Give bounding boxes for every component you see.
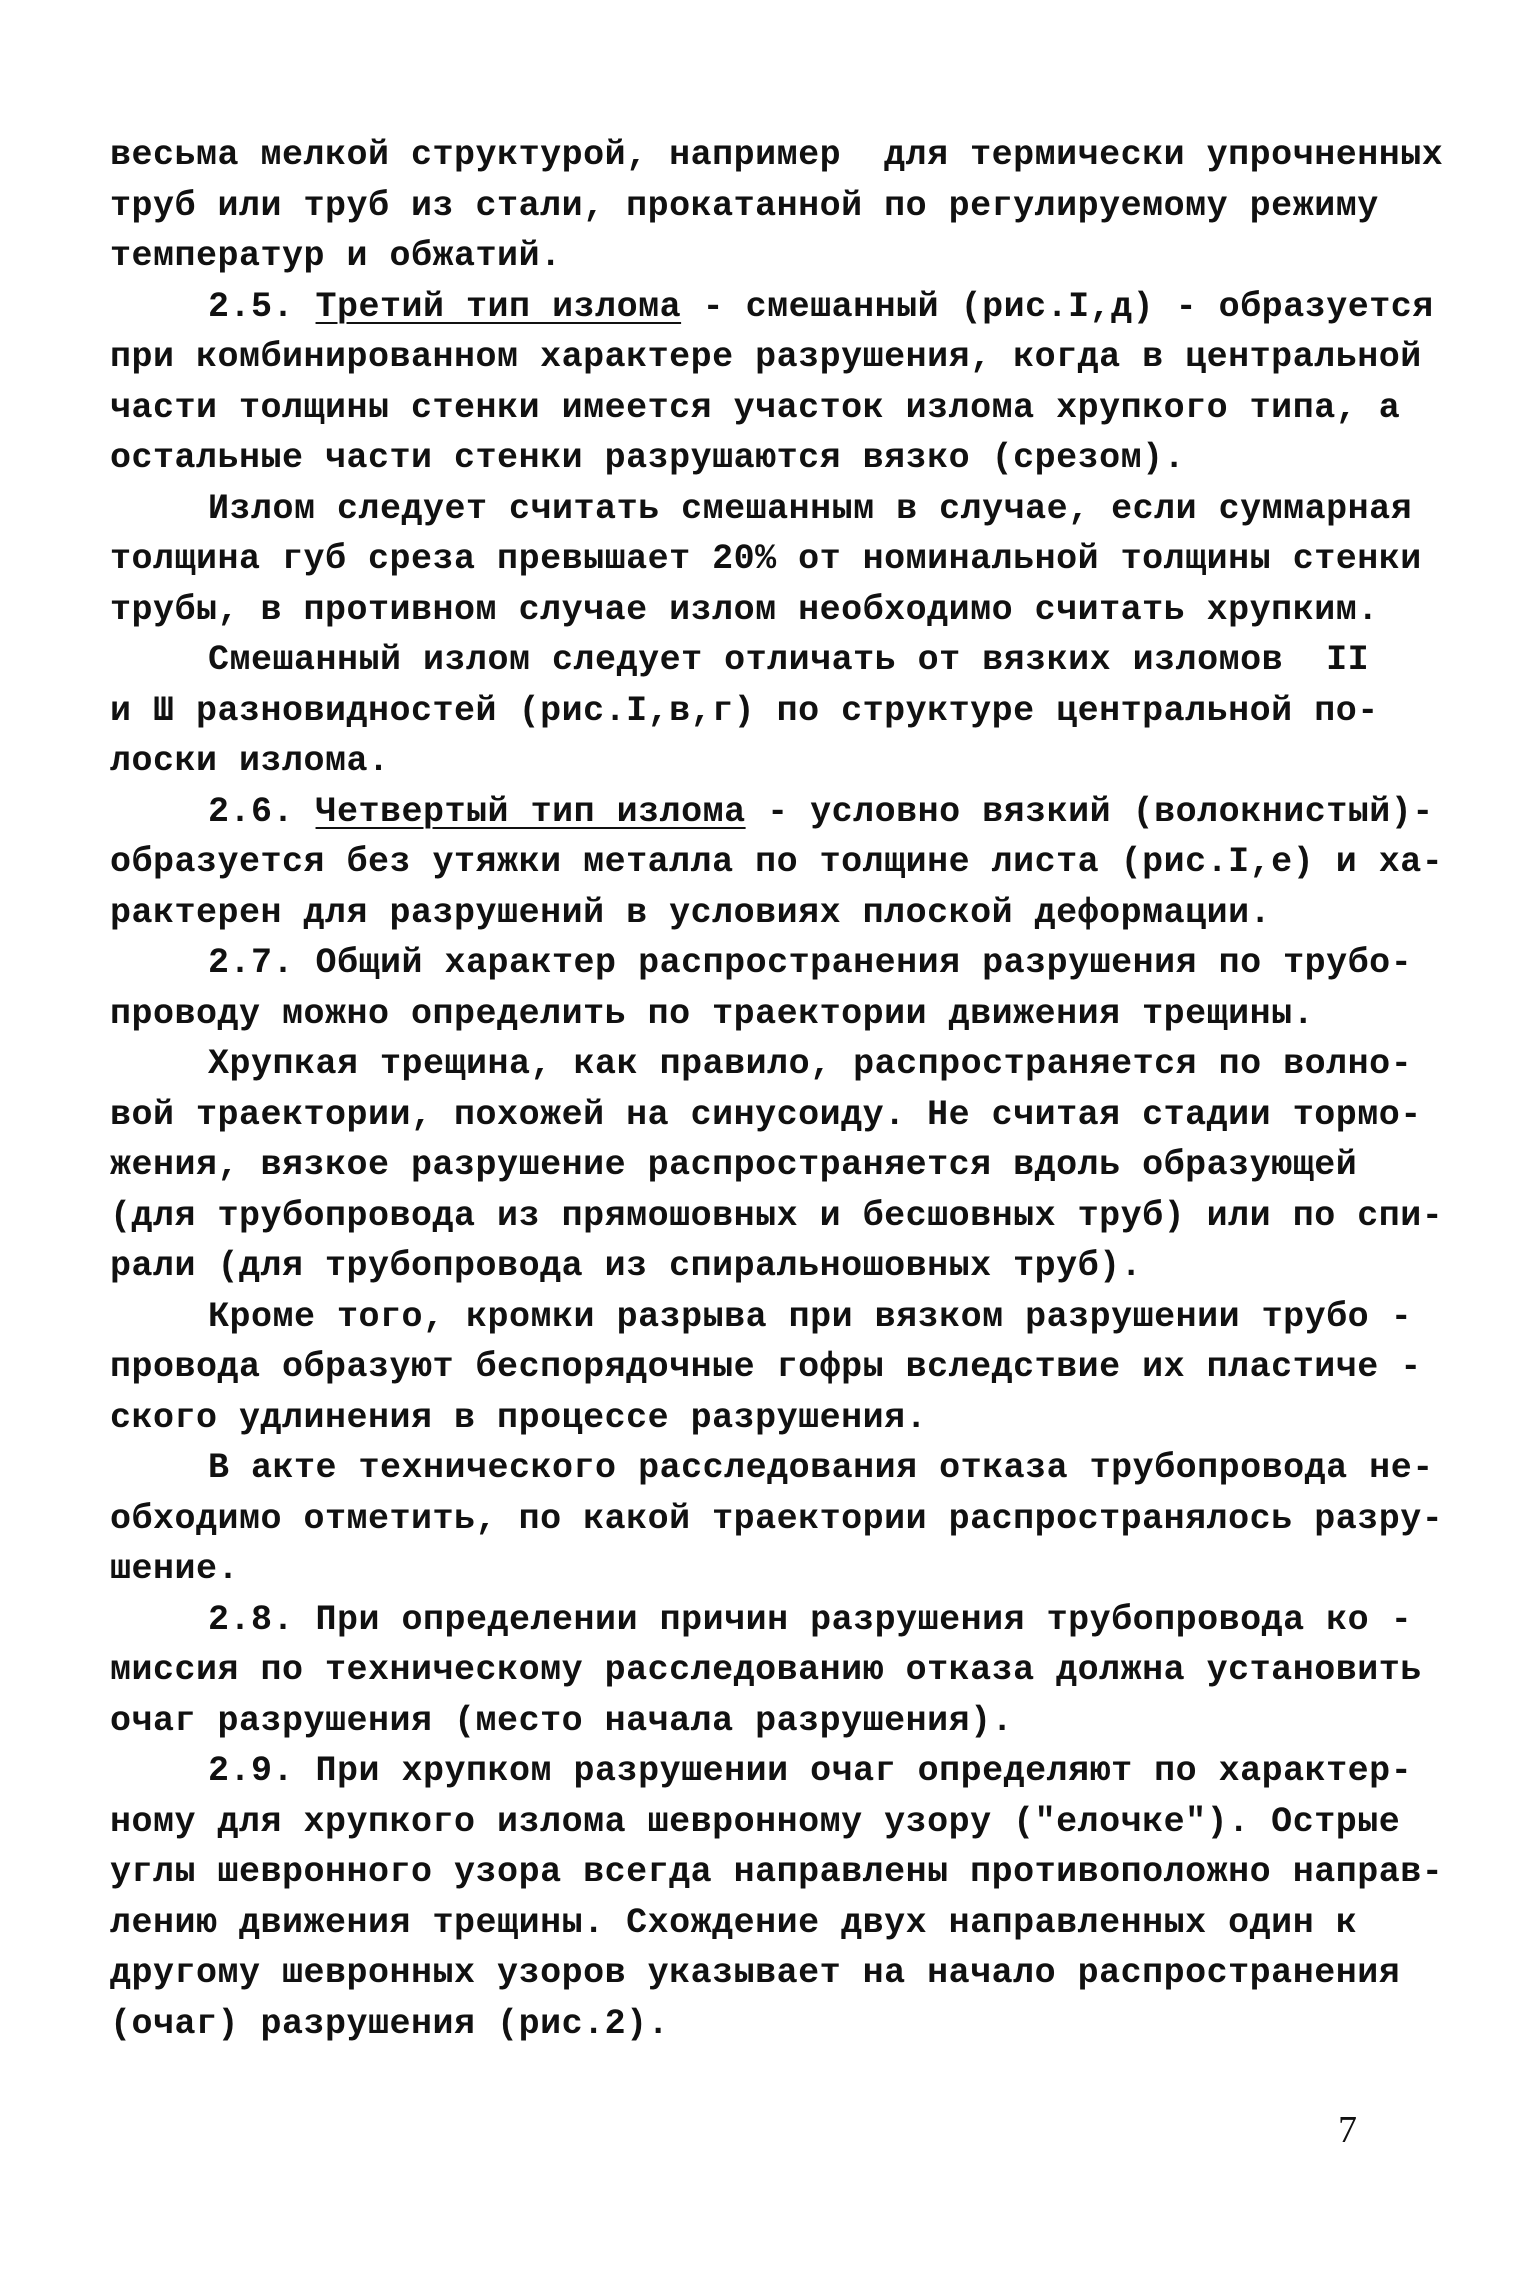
text-line: Хрупкая трещина, как правило, распространяется по волно- xyxy=(208,1044,1413,1084)
text-line: рали (для трубопровода из спиральношовных труб). xyxy=(110,1246,1143,1286)
text-line: Смешанный излом следует отличать от вязких изломов II xyxy=(208,640,1370,680)
text-line: Излом следует считать смешанным в случае, если суммарная xyxy=(208,488,1413,529)
text-line: труб или труб из стали, прокатанной по регулируемому режиму xyxy=(110,185,1379,226)
text-line: части толщины стенки имеется участок излома хрупкого типа, а xyxy=(110,387,1401,428)
body-text xyxy=(110,130,1444,2049)
text-line: весьма мелкой структурой, например для термически упрочненных xyxy=(110,135,1444,175)
text-line: Кроме того, кромки разрыва при вязком разрушении трубо - xyxy=(208,1296,1413,1337)
text-line: толщина губ среза превышает 20% от номинальной толщины стенки xyxy=(110,539,1422,579)
text-line: другому шевронных узоров указывает на начало распространения xyxy=(110,1953,1401,1993)
text-line: остальные части стенки разрушаются вязко (срезом). xyxy=(110,438,1186,478)
text-line: лоски излома. xyxy=(110,741,390,781)
text-line: миссия по техническому расследованию отказа должна установить xyxy=(110,1650,1422,1690)
line-prefix: 2.5. xyxy=(208,286,316,327)
text-line: 2.7. Общий характер распространения разрушения по трубо- xyxy=(208,943,1413,983)
text-line: ному для хрупкого излома шевронному узору ("елочке"). Острые xyxy=(110,1801,1401,1842)
text-line: жения, вязкое разрушение распространяется вдоль образующей xyxy=(110,1145,1358,1185)
line-prefix: 2.6. xyxy=(208,791,316,832)
line-suffix: - смешанный (рис.I,д) - образуется xyxy=(681,286,1434,327)
text-line: обходимо отметить, по какой траектории распространялось разру- xyxy=(110,1498,1444,1539)
line-suffix: - условно вязкий (волокнистый)- xyxy=(745,791,1434,832)
text-line: (для трубопровода из прямошовных и бесшовных труб) или по спи- xyxy=(110,1195,1444,1236)
section-heading-underlined: Четвертый тип излома xyxy=(315,791,746,832)
text-line: рактерен для разрушений в условиях плоской деформации. xyxy=(110,892,1272,933)
text-line: лению движения трещины. Схождение двух направленных один к xyxy=(110,1902,1358,1943)
text-line: В акте технического расследования отказа трубопровода не- xyxy=(208,1448,1434,1488)
text-line xyxy=(110,787,1434,838)
text-line: при комбинированном характере разрушения, когда в центральной xyxy=(110,337,1422,377)
text-line: провода образуют беспорядочные гофры вследствие их пластиче - xyxy=(110,1347,1422,1387)
text-line: образуется без утяжки металла по толщине листа (рис.I,е) и ха- xyxy=(110,842,1444,882)
text-line xyxy=(110,282,1434,333)
text-line: вой траектории, похожей на синусоиду. Не считая стадии тормо- xyxy=(110,1094,1422,1135)
text-line: температур и обжатий. xyxy=(110,236,562,276)
text-line: трубы, в противном случае излом необходимо считать хрупким. xyxy=(110,589,1379,630)
section-heading-underlined: Третий тип излома xyxy=(315,286,682,327)
text-line: 2.9. При хрупком разрушении очаг определяют по характер- xyxy=(208,1751,1413,1791)
text-line: (очаг) разрушения (рис.2). xyxy=(110,2003,670,2044)
text-line: 2.8. При определении причин разрушения трубопровода ко - xyxy=(208,1599,1413,1640)
page-number: 7 xyxy=(1338,2109,1357,2151)
text-line: очаг разрушения (место начала разрушения). xyxy=(110,1700,1014,1741)
text-line: ского удлинения в процессе разрушения. xyxy=(110,1397,928,1438)
text-line: шение. xyxy=(110,1549,240,1589)
text-line: и Ш разновидностей (рис.I,в,г) по структуре центральной по- xyxy=(110,690,1379,731)
text-line: углы шевронного узора всегда направлены противоположно направ- xyxy=(110,1852,1444,1892)
text-line: проводу можно определить по траектории движения трещины. xyxy=(110,993,1315,1034)
